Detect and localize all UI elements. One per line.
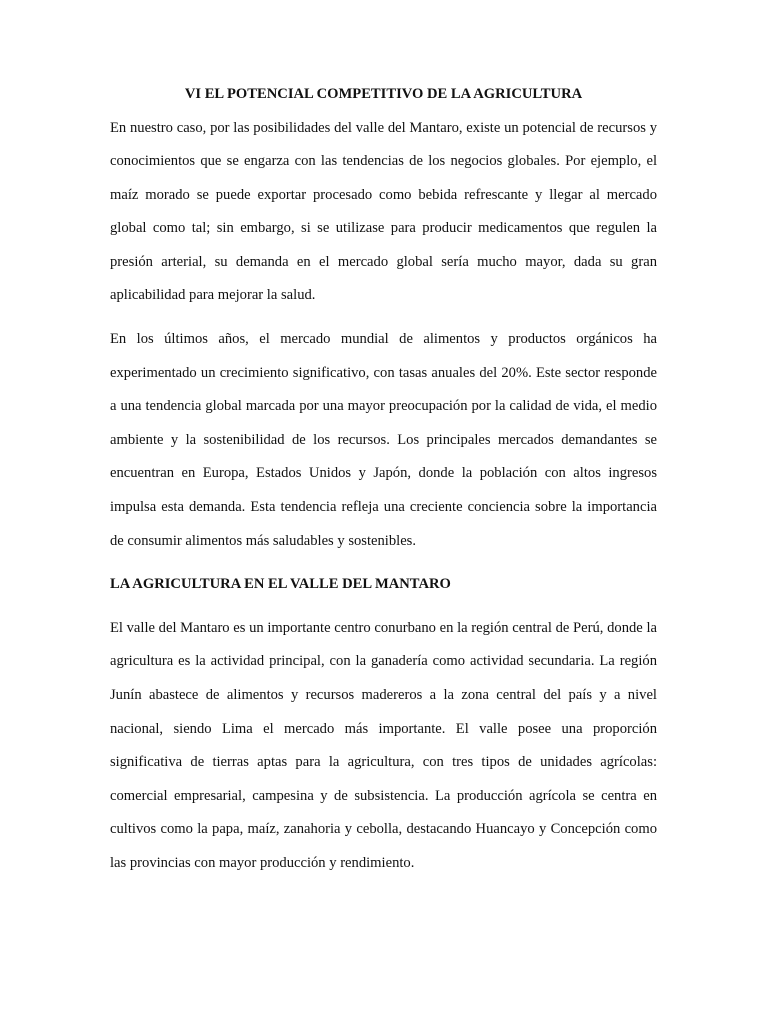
section-title: VI EL POTENCIAL COMPETITIVO DE LA AGRICULTURA [184,86,583,102]
paragraph-valle-mantaro: El valle del Mantaro es un importante centro conurbano en la región central de Perú, donde la agricultura es la actividad principal, con la ganadería como actividad secundaria. La región Junín abastece de alimentos y recursos madereros a la zona central del país y a nivel nacional, siendo Lima el mercado más importante. El valle posee una proporción significativa de tierras aptas para la agricultura, con tres tipos de unidades agrícolas: comercial empresarial, campesina y de subsistencia. La producción agrícola se centra en cultivos como la papa, maíz, zanahoria y cebolla, destacando Huancayo y Concepción como las provincias con mayor producción y rendimiento. [110,619,657,871]
paragraph-mercado-organico: En los últimos años, el mercado mundial de alimentos y productos orgánicos ha experimentado un crecimiento significativo, con tasas anuales del 20%. Este sector responde a una tendencia global marcada por una mayor preocupación por la calidad de vida, el medio ambiente y la sostenibilidad de los recursos. Los principales mercados demandantes se encuentran en Europa, Estados Unidos y Japón, donde la población con altos ingresos impulsa esta demanda. Esta tendencia refleja una creciente conciencia sobre la importancia de consumir alimentos más saludables y sostenibles. [110,331,657,549]
document-page [110,78,657,880]
paragraph-maiz-morado: En nuestro caso, por las posibilidades del valle del Mantaro, existe un potencial de recursos y conocimientos que se engarza con las tendencias de los negocios globales. Por ejemplo, el maíz morado se puede exportar procesado como bebida refrescante y llegar al mercado global como tal; sin embargo, si se utilizase para producir medicamentos que regulen la presión arterial, su demanda en el mercado global sería mucho mayor, dada su gran aplicabilidad para mejorar la salud. [110,119,657,304]
section-heading-valle-mantaro: LA AGRICULTURA EN EL VALLE DEL MANTARO [110,576,451,593]
